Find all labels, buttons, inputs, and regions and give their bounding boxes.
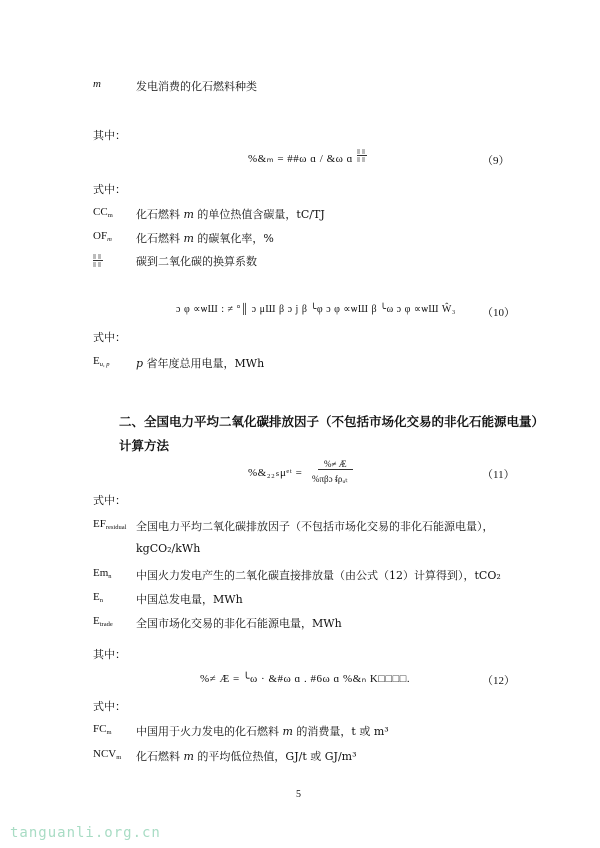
fraction-placeholder-icon (93, 254, 103, 267)
term-symbol-etrade: $E_{trade}$ (93, 615, 113, 628)
equation-12: %≠ Æ = ╰ω · &#ω ɑ . #6ω ɑ %&ₙ K□□□□. (200, 673, 411, 685)
equation-number-9: （9） (482, 155, 510, 167)
term-symbol-m: m (93, 78, 101, 90)
equation-number-11: （11） (482, 469, 515, 481)
term-definition-eup: p 省年度总用电量，MWh (136, 357, 265, 370)
section-heading: 二、全国电力平均二氧化碳排放因子（不包括市场化交易的非化石能源电量）计算方法 (119, 414, 538, 453)
formula-label: 式中： (93, 494, 126, 507)
term-symbol-eup: $E_{u, p}$ (93, 355, 110, 368)
term-definition-em: 中国火力发电产生的二氧化碳直接排放量（由公式（12）计算得到），tCO₂ (136, 569, 501, 582)
fraction-placeholder-icon (357, 149, 367, 162)
equation-11-denominator: %πβɔ ᵮρᵤₜ (312, 474, 348, 484)
equation-10: ɔ φ ∝ѡШ : ≠ °║ ɔ μШ β ɔ j β ╰φ ɔ φ ∝ѡШ β ╰ω ɔ φ ∝ѡШ Ŵ₃ (176, 304, 456, 315)
term-definition-cc: 化石燃料 m 的单位热值含碳量，tC/TJ (136, 208, 325, 221)
page-number: 5 (296, 789, 301, 800)
term-symbol-of: $OF_m$ (93, 230, 112, 243)
term-definition-conversion: 碳到二氧化碳的换算系数 (136, 255, 257, 268)
term-symbol-ef-residual: $EF_{residual}$ (93, 518, 127, 531)
term-symbol-cc: $CC_m$ (93, 206, 113, 219)
term-symbol-em: $Em_n$ (93, 567, 112, 580)
term-definition-en: 中国总发电量，MWh (136, 593, 243, 606)
watermark: tanguanli.org.cn (10, 825, 161, 841)
term-definition-ef-residual-unit: kgCO₂/kWh (136, 542, 201, 555)
equation-11-numerator: %≠ Æ (318, 459, 353, 470)
equation-number-12: （12） (482, 675, 515, 687)
term-definition-m: 发电消费的化石燃料种类 (136, 80, 257, 93)
term-symbol-fc: $FC_m$ (93, 723, 112, 736)
formula-label: 式中： (93, 331, 126, 344)
formula-label: 式中： (93, 700, 126, 713)
equation-9: %&ₘ = ##ω ɑ / &ω ɑ (248, 153, 353, 165)
where-label: 其中： (93, 129, 126, 142)
equation-11-lhs: %&₂₂ₛμᵉᵗ = (248, 467, 303, 479)
term-definition-of: 化石燃料 m 的碳氧化率，% (136, 232, 274, 245)
term-symbol-ncv: $NCV_m$ (93, 748, 122, 761)
equation-number-10: （10） (482, 307, 515, 319)
term-definition-ef-residual: 全国电力平均二氧化碳排放因子（不包括市场化交易的非化石能源电量）， (136, 520, 494, 533)
term-definition-ncv: 化石燃料 m 的平均低位热值，GJ/t 或 GJ/m³ (136, 750, 357, 763)
term-definition-fc: 中国用于火力发电的化石燃料 m 的消费量，t 或 m³ (136, 725, 389, 738)
where-label: 其中： (93, 648, 126, 661)
formula-label: 式中： (93, 183, 126, 196)
term-symbol-en: $E_n$ (93, 591, 103, 604)
term-definition-etrade: 全国市场化交易的非化石能源电量，MWh (136, 617, 342, 630)
